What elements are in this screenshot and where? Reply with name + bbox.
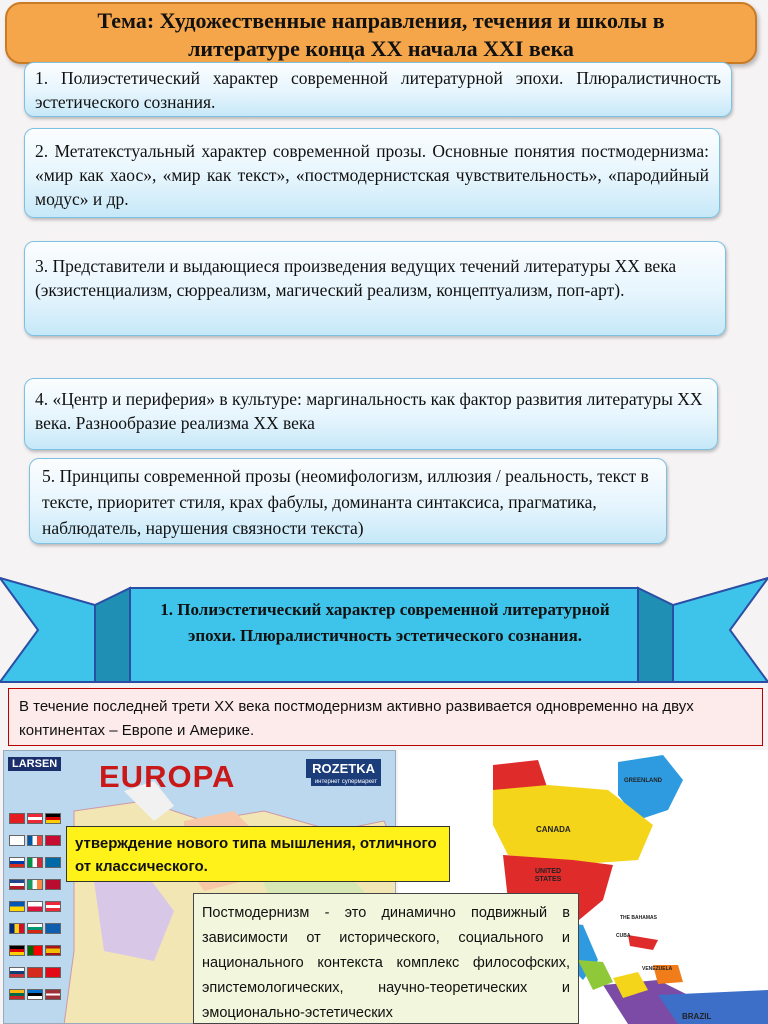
- flag-icon: [9, 835, 25, 846]
- map-label-united-states: UNITED STATES: [534, 868, 562, 883]
- topic-5: 5. Принципы современной прозы (неомифологизм, иллюзия / реальность, текст в тексте, приоритет стиля, крах фабулы, доминанта синтаксиса, прагматика, наблюдатель, нарушения связности текста): [29, 458, 667, 544]
- flag-icon: [27, 813, 43, 824]
- new-thinking-note: утверждение нового типа мышления, отличного от классического.: [66, 826, 450, 882]
- topic-3: 3. Представители и выдающиеся произведения ведущих течений литературы XX века (экзистенциализм, сюрреализм, магический реализм, концептуализм, поп-арт).: [24, 241, 726, 336]
- banner-heading: 1. Полиэстетический характер современной литературной эпохи. Плюралистичность эстетического сознания.: [160, 600, 610, 645]
- flag-icon: [27, 901, 43, 912]
- flag-icon: [45, 879, 61, 890]
- map-label-venezuela: VENEZUELA: [642, 966, 673, 972]
- map-label-brazil: BRAZIL: [682, 1012, 712, 1021]
- flag-icon: [9, 813, 25, 824]
- map-label-greenland: GREENLAND: [624, 778, 663, 784]
- rozetka-subtitle: интернет супермаркет: [311, 778, 381, 786]
- flag-icon: [9, 967, 25, 978]
- flag-icon: [27, 967, 43, 978]
- postmodernism-definition: Постмодернизм - это динамично подвижный в зависимости от исторического, социального и национального контекста комплекс философских, эпистемологических, научно-теоретических и эмоционально-эстетических: [193, 893, 579, 1024]
- flag-icon: [9, 879, 25, 890]
- flag-icon: [9, 945, 25, 956]
- flag-icon: [9, 857, 25, 868]
- topic-1: 1. Полиэстетический характер современной литературной эпохи. Плюралистичность эстетического сознания.: [24, 62, 732, 117]
- flag-icon: [45, 901, 61, 912]
- europe-map-title: EUROPA: [99, 759, 236, 794]
- flag-icon: [45, 857, 61, 868]
- flag-icon: [27, 945, 43, 956]
- topic-4: 4. «Центр и периферия» в культуре: маргинальность как фактор развития литературы XX века. Разнообразие реализма XX века: [24, 378, 718, 450]
- flag-icon: [45, 923, 61, 934]
- flag-icon: [45, 835, 61, 846]
- page-title: [5, 2, 757, 64]
- flag-icon: [9, 989, 25, 1000]
- flag-icon: [27, 923, 43, 934]
- rozetka-logo: ROZETKA: [306, 759, 381, 778]
- flag-icon: [27, 857, 43, 868]
- flag-icon: [45, 989, 61, 1000]
- flag-icon: [9, 901, 25, 912]
- map-label-cuba: CUBA: [616, 933, 631, 939]
- flag-icon: [27, 989, 43, 1000]
- intro-text: В течение последней трети XX века постмодернизм активно развивается одновременно на двух континентах – Европе и Америке.: [8, 688, 763, 746]
- page-title-line1: Тема: Художественные направления, течения и школы в: [97, 8, 665, 33]
- flag-icon: [45, 813, 61, 824]
- flag-icon: [45, 967, 61, 978]
- flag-icon: [9, 923, 25, 934]
- topic-2: 2. Метатекстуальный характер современной прозы. Основные понятия постмодернизма: «мир как хаос», «мир как текст», «постмодернистская чувствительность», «пародийный модус» и др.: [24, 128, 720, 218]
- larsen-logo: LARSEN: [8, 757, 61, 771]
- flag-icon: [27, 879, 43, 890]
- flag-icon: [27, 835, 43, 846]
- flag-column: [8, 811, 68, 1009]
- map-label-canada: CANADA: [536, 825, 571, 834]
- page-title-line2: литературе конца XX начала XXI века: [188, 36, 574, 61]
- flag-icon: [45, 945, 61, 956]
- map-label-bahamas: THE BAHAMAS: [620, 915, 657, 921]
